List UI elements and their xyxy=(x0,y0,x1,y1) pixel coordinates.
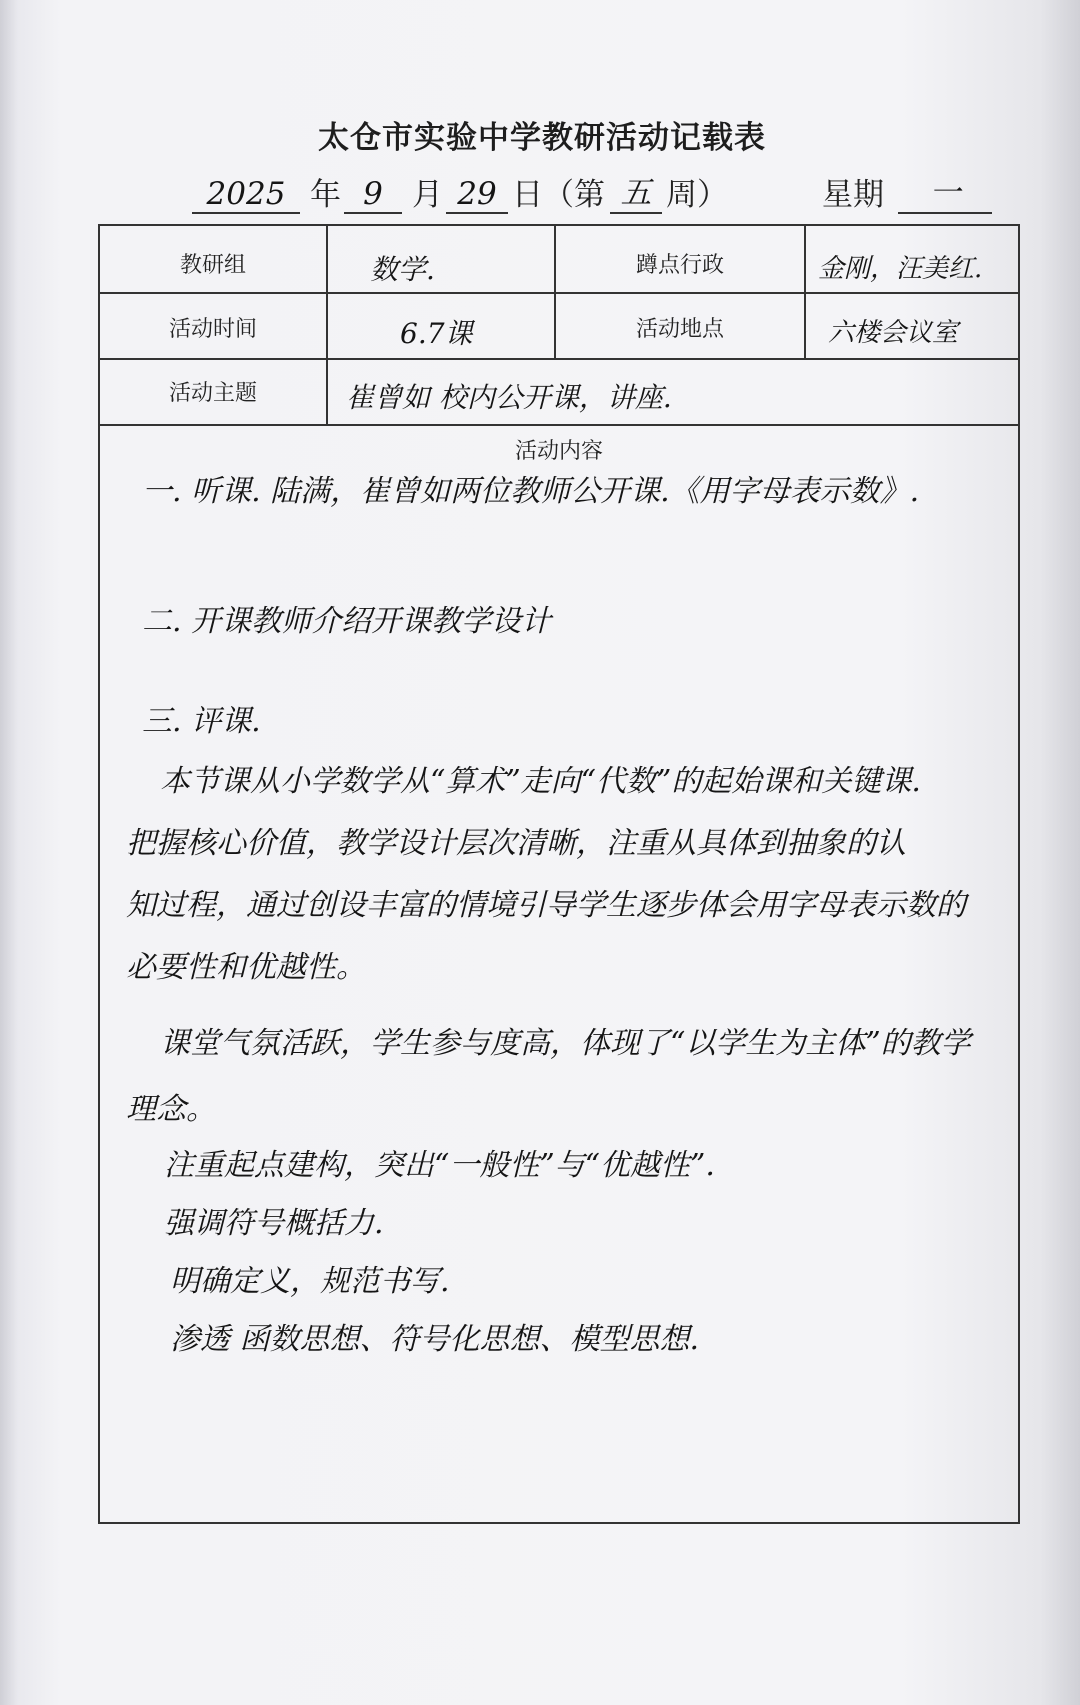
activity-table xyxy=(98,224,1020,1524)
week-value: 五 xyxy=(610,167,662,214)
weekday-label: 星期 xyxy=(822,177,884,213)
year-label: 年 xyxy=(310,177,341,213)
topic-label: 活动主题 xyxy=(168,381,257,406)
content-line: 本节课从小学数学从“算术”走向“代数”的起始课和关键课. xyxy=(160,764,921,799)
record-sheet xyxy=(22,0,1062,1705)
content-line: 二. 开课教师介绍开课教学设计 xyxy=(142,604,552,639)
week-label: 周） xyxy=(666,177,728,213)
content-line: 渗透 函数思想、符号化思想、模型思想. xyxy=(170,1322,700,1357)
date-line xyxy=(192,172,1022,222)
content-line: 一. 听课. 陆满，崔曾如两位教师公开课.《用字母表示数》. xyxy=(142,474,920,509)
place-value: 六楼会议室 xyxy=(828,318,959,348)
group-value: 数学. xyxy=(370,253,435,286)
admin-value: 金刚，汪美红. xyxy=(818,254,983,284)
month-label: 月 xyxy=(412,177,443,213)
day-value: 29 xyxy=(446,176,508,214)
year-value: 2025 xyxy=(192,176,300,214)
content-line: 强调符号概括力. xyxy=(164,1206,384,1241)
grid-line xyxy=(100,292,1018,294)
weekday-value: 一 xyxy=(898,167,992,214)
content-line: 必要性和优越性。 xyxy=(126,950,366,985)
day-label: 日（第 xyxy=(512,177,605,213)
time-label: 活动时间 xyxy=(168,317,257,342)
content-line: 明确定义，规范书写. xyxy=(170,1264,450,1299)
group-label: 教研组 xyxy=(179,253,246,278)
grid-line xyxy=(100,424,1018,426)
admin-label: 蹲点行政 xyxy=(635,253,724,278)
content-line: 知过程，通过创设丰富的情境引导学生逐步体会用字母表示数的 xyxy=(126,888,966,923)
content-line: 注重起点建构，突出“一般性”与“优越性”. xyxy=(164,1148,715,1183)
time-value: 6.7课 xyxy=(400,317,473,350)
content-line: 三. 评课. xyxy=(142,704,261,739)
place-label: 活动地点 xyxy=(635,317,724,342)
month-value: 9 xyxy=(344,176,402,214)
page-title: 太仓市实验中学教研活动记载表 xyxy=(318,120,766,156)
content-line: 课堂气氛活跃，学生参与度高，体现了“以学生为主体”的教学 xyxy=(160,1026,971,1061)
content-heading: 活动内容 xyxy=(514,439,603,464)
grid-line xyxy=(100,358,1018,360)
grid-line xyxy=(326,226,328,424)
content-line: 把握核心价值，教学设计层次清晰，注重从具体到抽象的认 xyxy=(126,826,906,861)
content-line: 理念。 xyxy=(126,1092,216,1127)
topic-value: 崔曾如 校内公开课，讲座. xyxy=(346,381,672,414)
